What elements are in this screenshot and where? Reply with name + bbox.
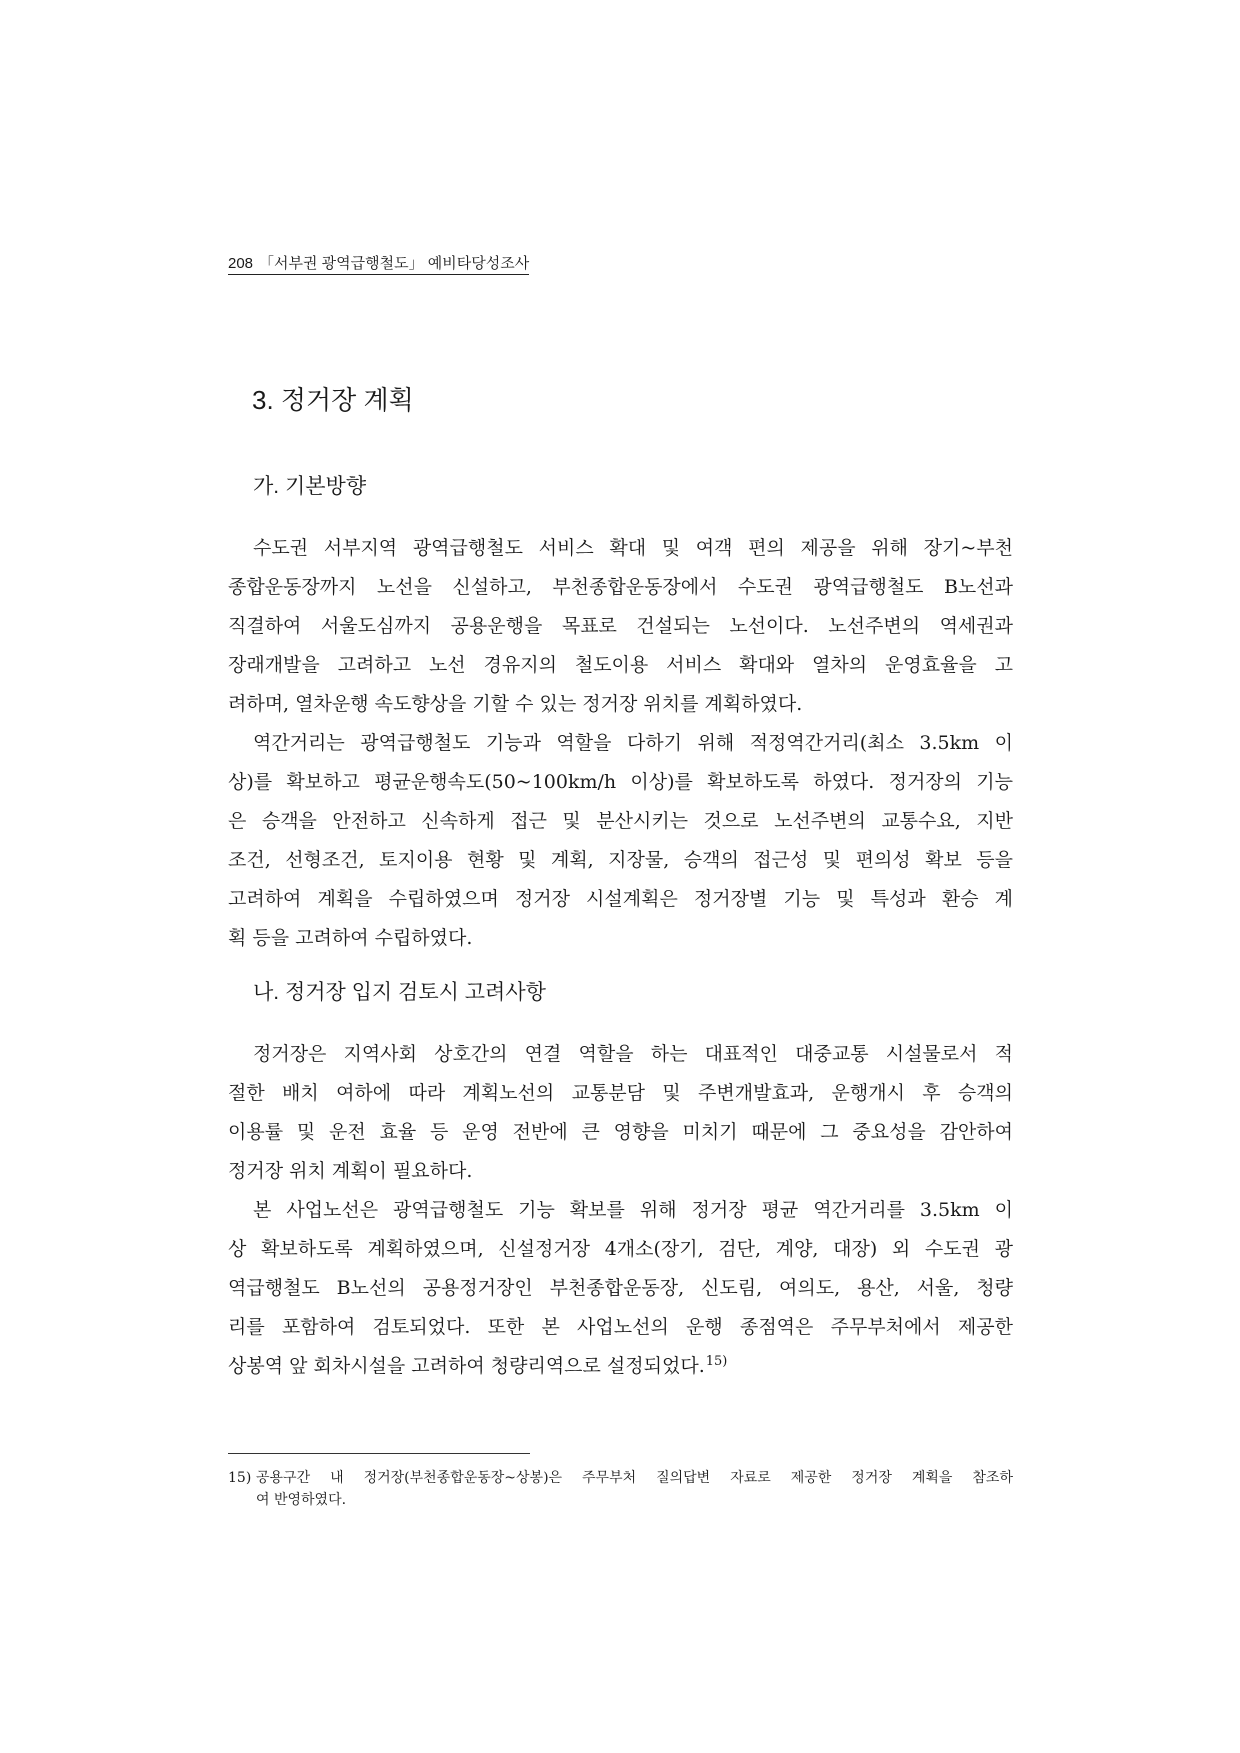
text-line: 본 사업노선은 광역급행철도 기능 확보를 위해 정거장 평균 역간거리를 3.5km 이	[253, 1199, 1013, 1221]
footnote-text: 공용구간 내 정거장(부천종합운동장~상봉)은 주무부처 질의답변 자료로 제공한 정거장 계획을 참조하	[256, 1470, 1013, 1486]
text-line: 조건, 선형조건, 토지이용 현황 및 계획, 지장물, 승객의 접근성 및 편의성 확보 등을	[228, 849, 1013, 871]
footnote-divider	[228, 1453, 530, 1454]
subsection-body-basic-direction	[228, 529, 1013, 958]
text-line: 절한 배치 여하에 따라 계획노선의 교통분담 및 주변개발효과, 운행개시 후 승객의	[228, 1082, 1013, 1104]
paragraph	[228, 1191, 1013, 1386]
text-line: 장래개발을 고려하고 노선 경유지의 철도이용 서비스 확대와 열차의 운영효율을 고	[228, 654, 1013, 676]
text-line: 수도권 서부지역 광역급행철도 서비스 확대 및 여객 편의 제공을 위해 장기~부천	[253, 537, 1013, 559]
text-line: 직결하여 서울도심까지 공용운행을 목표로 건설되는 노선이다. 노선주변의 역세권과	[228, 615, 1013, 637]
text-line: 종합운동장까지 노선을 신설하고, 부천종합운동장에서 수도권 광역급행철도 B노선과	[228, 576, 1013, 598]
text-line: 고려하여 계획을 수립하였으며 정거장 시설계획은 정거장별 기능 및 특성과 환승 계	[228, 888, 1013, 910]
subsection-heading-station-location: 나. 정거장 입지 검토시 고려사항	[253, 981, 546, 1004]
page-number: 208	[228, 255, 254, 272]
document-title: 「서부권 광역급행철도」 예비타당성조사	[259, 255, 530, 272]
footnote	[228, 1467, 1013, 1511]
text-line: 역급행철도 B노선의 공용정거장인 부천종합운동장, 신도림, 여의도, 용산, 서울, 청량	[228, 1277, 1013, 1299]
text-line: 리를 포함하여 검토되었다. 또한 본 사업노선의 운행 종점역은 주무부처에서 제공한	[228, 1316, 1013, 1338]
footnote-line	[228, 1467, 1013, 1489]
paragraph	[228, 529, 1013, 724]
section-title: 3. 정거장 계획	[252, 385, 414, 415]
text-line: 려하며, 열차운행 속도향상을 기할 수 있는 정거장 위치를 계획하였다.	[228, 693, 803, 715]
text-line: 상 확보하도록 계획하였으며, 신설정거장 4개소(장기, 검단, 계양, 대장) 외 수도권 광	[228, 1238, 1013, 1260]
text-line-content: 상봉역 앞 회차시설을 고려하여 청량리역으로 설정되었다.	[228, 1355, 705, 1377]
subsection-body-station-location	[228, 1035, 1013, 1386]
text-line: 획 등을 고려하여 수립하였다.	[228, 927, 473, 949]
text-line	[228, 1347, 1013, 1386]
text-line: 정거장은 지역사회 상호간의 연결 역할을 하는 대표적인 대중교통 시설물로서 적	[253, 1043, 1013, 1065]
text-line: 상)를 확보하고 평균운행속도(50~100km/h 이상)를 확보하도록 하였다. 정거장의 기능	[228, 771, 1013, 793]
running-header	[228, 254, 529, 275]
paragraph	[228, 1035, 1013, 1191]
text-line: 역간거리는 광역급행철도 기능과 역할을 다하기 위해 적정역간거리(최소 3.5km 이	[253, 732, 1013, 754]
text-line: 이용률 및 운전 효율 등 운영 전반에 큰 영향을 미치기 때문에 그 중요성을 감안하여	[228, 1121, 1013, 1143]
paragraph	[228, 724, 1013, 958]
footnote-marker: 15)	[228, 1470, 252, 1486]
subsection-heading-basic-direction: 가. 기본방향	[253, 475, 367, 498]
text-line: 정거장 위치 계획이 필요하다.	[228, 1160, 473, 1182]
footnote-line: 여 반영하였다.	[256, 1492, 347, 1508]
text-line: 은 승객을 안전하고 신속하게 접근 및 분산시키는 것으로 노선주변의 교통수요, 지반	[228, 810, 1013, 832]
footnote-reference[interactable]: 15)	[705, 1354, 728, 1369]
